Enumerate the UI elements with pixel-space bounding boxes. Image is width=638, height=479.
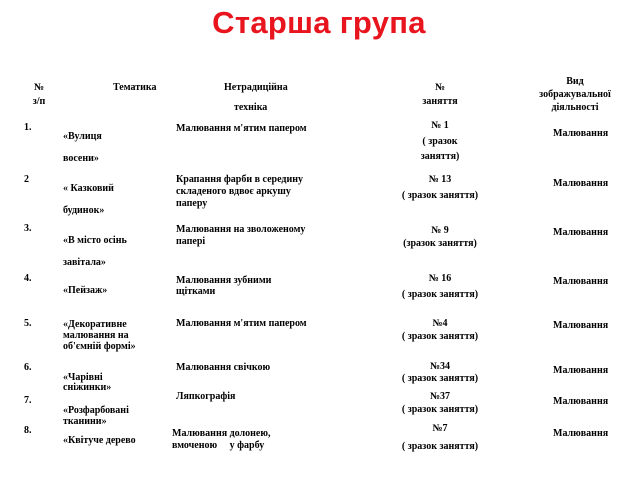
row-topic: «Розфарбовані <box>63 405 129 416</box>
row-technique: Ляпкографія <box>176 391 236 402</box>
row-technique: папері <box>176 236 206 247</box>
row-technique: вмоченою у фарбу <box>172 440 265 451</box>
row-number: 2 <box>24 174 29 185</box>
row-number: 7. <box>24 395 32 406</box>
row-topic: завітала» <box>63 257 106 268</box>
row-technique: Малювання на зволоженому <box>176 224 306 235</box>
row-lesson-note: ( зразок заняття) <box>401 441 479 452</box>
row-technique: Малювання долонею, <box>172 428 271 439</box>
row-lesson-number: №4 <box>432 318 448 329</box>
row-number: 6. <box>24 362 32 373</box>
row-technique: щітками <box>176 286 216 297</box>
header-lesson-label: заняття <box>422 96 458 107</box>
page-title: Старша група <box>212 5 426 40</box>
row-technique: Малювання свічкою <box>176 362 271 373</box>
row-number: 1. <box>24 122 32 133</box>
row-topic: «В місто осінь <box>63 235 127 246</box>
row-number: 8. <box>24 425 32 436</box>
row-number: 5. <box>24 318 32 329</box>
row-activity: Малювання <box>553 320 609 331</box>
row-topic: «Вулиця <box>63 131 102 142</box>
header-technique-line1: Нетрадиційна <box>224 82 288 93</box>
header-number-abbrev: з/п <box>32 96 46 107</box>
row-technique: Крапання фарби в середину <box>176 174 303 185</box>
row-lesson-number: №34 <box>429 361 451 372</box>
header-number-symbol: № <box>33 82 45 93</box>
row-topic: «Пейзаж» <box>63 285 108 296</box>
header-activity-line2: зображувальної <box>539 89 611 100</box>
row-topic: малювання на <box>63 330 129 341</box>
row-technique: складеного вдвоє аркушу <box>176 186 291 197</box>
row-lesson-note: ( зразок заняття) <box>401 190 479 201</box>
row-technique: Малювання м'ятим папером <box>176 318 307 329</box>
row-topic: будинок» <box>63 205 105 216</box>
row-lesson-number: № 1 <box>431 120 449 131</box>
header-activity-line1: Вид <box>566 76 584 87</box>
row-topic: сніжинки» <box>63 382 112 393</box>
header-lesson-symbol: № <box>434 82 446 93</box>
row-lesson-note: (зразок заняття) <box>403 238 477 249</box>
row-lesson-note: ( зразок заняття) <box>401 331 479 342</box>
row-activity: Малювання <box>553 365 609 376</box>
row-number: 4. <box>24 273 32 284</box>
row-lesson-note: заняття) <box>420 151 460 162</box>
row-lesson-number: №7 <box>432 423 448 434</box>
row-lesson-note: ( зразок заняття) <box>401 289 479 300</box>
row-lesson-number: № 9 <box>431 225 449 236</box>
row-lesson-number: № 13 <box>428 174 452 185</box>
row-number: 3. <box>24 223 32 234</box>
row-lesson-number: № 16 <box>428 273 452 284</box>
row-topic: « Казковий <box>63 183 114 194</box>
header-topic: Тематика <box>113 82 157 93</box>
row-activity: Малювання <box>553 178 609 189</box>
row-lesson-note: ( зразок <box>422 136 458 147</box>
row-technique: Малювання м'ятим папером <box>176 123 307 134</box>
row-topic: тканини» <box>63 416 107 427</box>
row-activity: Малювання <box>553 227 609 238</box>
row-technique: паперу <box>176 198 208 209</box>
row-activity: Малювання <box>553 276 609 287</box>
row-technique: Малювання зубними <box>176 275 272 286</box>
row-activity: Малювання <box>553 128 609 139</box>
header-technique-line2: техніка <box>234 102 268 113</box>
row-activity: Малювання <box>553 428 609 439</box>
row-lesson-note: ( зразок заняття) <box>401 404 479 415</box>
row-activity: Малювання <box>553 396 609 407</box>
row-lesson-note: ( зразок заняття) <box>401 373 479 384</box>
header-activity-line3: діяльності <box>551 102 599 113</box>
row-lesson-number: №37 <box>429 391 451 402</box>
row-topic: восени» <box>63 153 99 164</box>
row-topic: «Чарівні <box>63 372 103 383</box>
row-topic: «Декоративне <box>63 319 127 330</box>
row-topic: об'ємній формі» <box>63 341 136 352</box>
row-topic: «Квітуче дерево <box>63 435 136 446</box>
